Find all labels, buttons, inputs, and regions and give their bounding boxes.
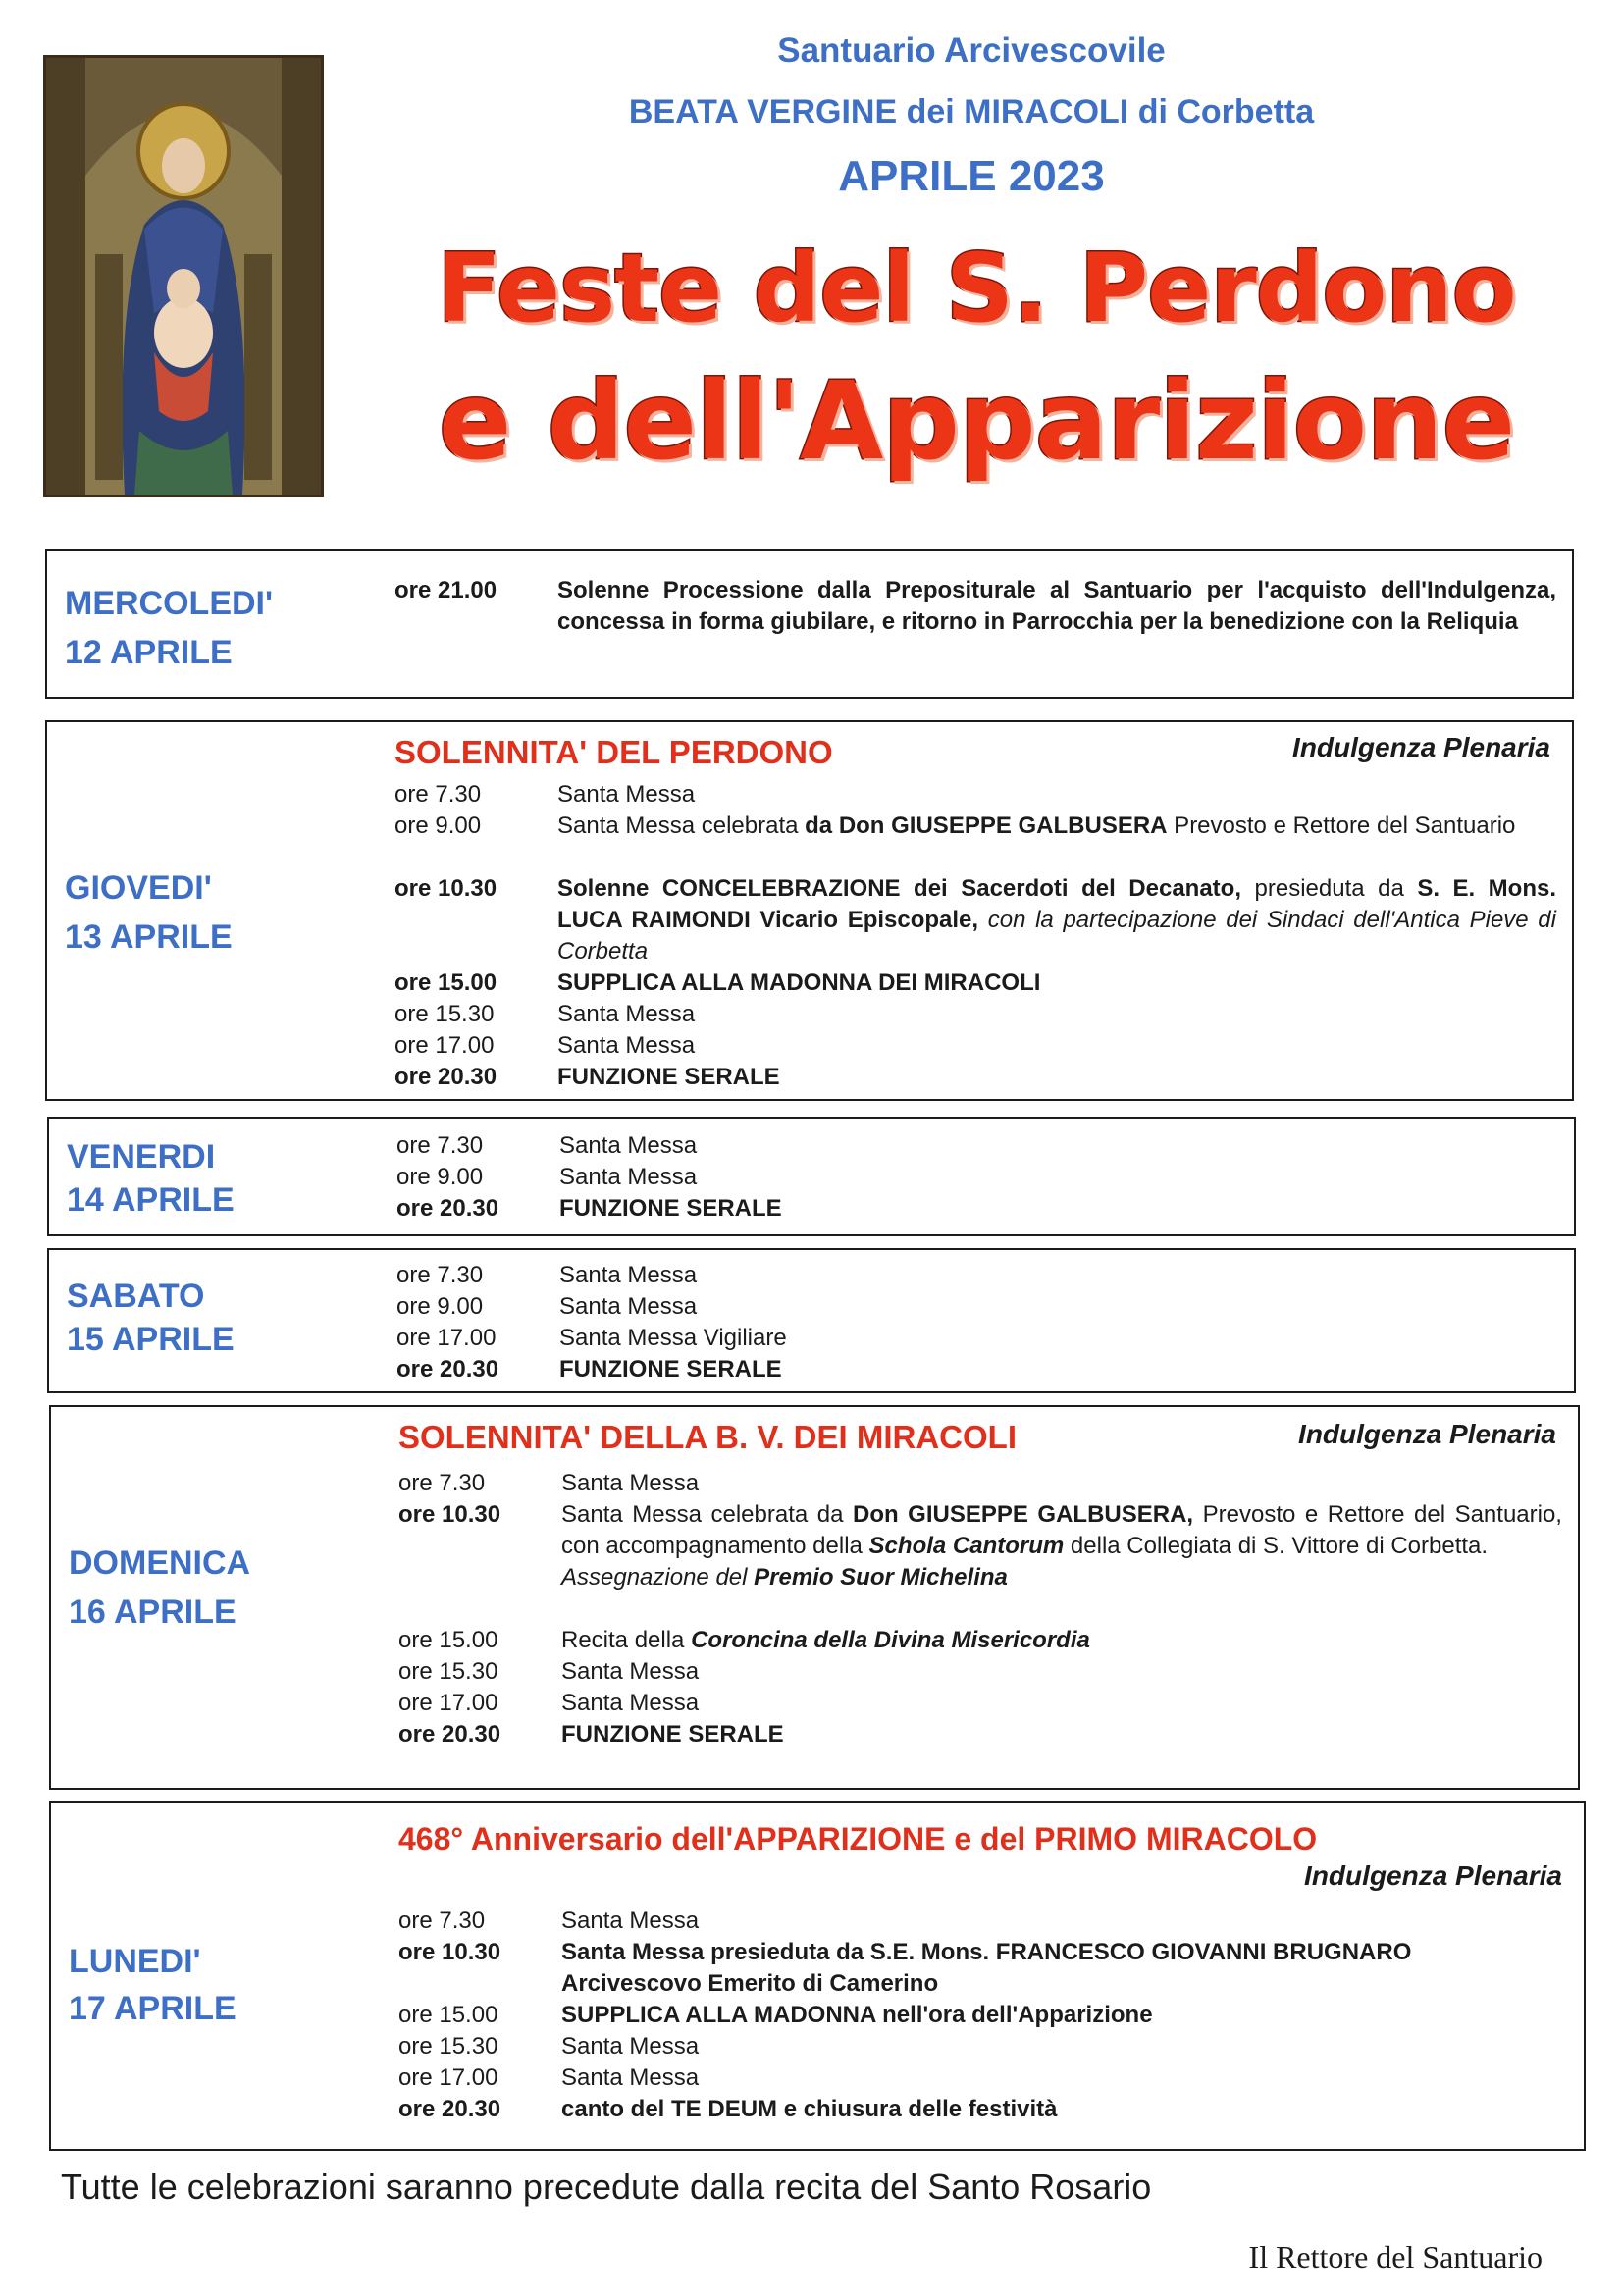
row-description: SUPPLICA ALLA MADONNA DEI MIRACOLI <box>557 969 1041 996</box>
section-title: SOLENNITA' DEL PERDONO <box>394 734 833 770</box>
day-date: 16 APRILE <box>69 1593 236 1631</box>
text-part: Assegnazione del <box>561 1564 755 1591</box>
row-description: SUPPLICA ALLA MADONNA nell'ora dell'Apparizione <box>561 2002 1153 2028</box>
page-header <box>0 0 1623 510</box>
row-time: ore 7.30 <box>396 1132 484 1159</box>
text-part: presieduta da <box>1241 875 1418 902</box>
rector-signature: Il Rettore del Santuario <box>1248 2239 1543 2274</box>
row-description <box>557 873 1556 967</box>
row-time: ore 17.00 <box>396 1325 497 1351</box>
award-name: Premio Suor Michelina <box>754 1564 1008 1591</box>
row-description: Santa Messa <box>557 1032 696 1059</box>
row-description: Santa Messa <box>559 1132 698 1159</box>
row-description: Solenne Processione dalla Prepositurale al Santuario per l'acquisto dell'Indulgenza, concessa in forma giubilare, e ritorno in Parrocchia per la benedizione con la Reliquia <box>557 577 1556 635</box>
row-description: canto del TE DEUM e chiusura delle festività <box>561 2096 1058 2122</box>
row-time: ore 15.30 <box>398 2033 498 2060</box>
row-description: Santa Messa <box>561 2064 700 2091</box>
day-date: 12 APRILE <box>65 634 233 671</box>
row-time: ore 10.30 <box>398 1501 501 1528</box>
day-date: 17 APRILE <box>69 1990 236 2027</box>
row-description: Santa Messa <box>561 2033 700 2060</box>
row-time: ore 7.30 <box>396 1262 484 1288</box>
row-description <box>561 1625 1562 1656</box>
row-time: ore 15.00 <box>394 969 497 996</box>
main-title-line-1: Feste del S. Perdono <box>437 234 1516 343</box>
row-description: FUNZIONE SERALE <box>557 1064 780 1090</box>
row-description: Santa Messa <box>561 1690 700 1716</box>
row-description: Santa Messa <box>561 1907 700 1934</box>
row-time: ore 15.00 <box>398 1627 498 1653</box>
text-part: Prevosto e Rettore del Santuario, con accompagnamento della <box>561 1501 1562 1559</box>
row-description: Santa Messa Vigiliare <box>559 1325 787 1351</box>
day-name: GIOVEDI' <box>65 869 212 907</box>
day-name: DOMENICA <box>69 1544 251 1582</box>
text-part: Solenne CONCELEBRAZIONE dei Sacerdoti del Decanato, <box>557 875 1241 902</box>
day-box-sunday <box>49 1405 1580 1790</box>
celebrant-name: da Don GIUSEPPE GALBUSERA <box>805 812 1168 839</box>
indulgence-label: Indulgenza Plenaria <box>1298 1419 1556 1449</box>
text-part: Santa Messa celebrata <box>557 812 806 839</box>
row-description: Santa Messa <box>557 781 696 808</box>
row-description: Santa Messa <box>559 1164 698 1190</box>
day-name: VENERDI <box>67 1138 216 1175</box>
row-time: ore 20.30 <box>396 1356 499 1383</box>
row-time: ore 9.00 <box>396 1293 484 1320</box>
rosary-note: Tutte le celebrazioni saranno precedute dalla recita del Santo Rosario <box>61 2166 1152 2207</box>
row-time: ore 20.30 <box>396 1195 499 1222</box>
row-description: FUNZIONE SERALE <box>559 1356 782 1383</box>
row-description: FUNZIONE SERALE <box>559 1195 782 1222</box>
row-description: Santa Messa <box>561 1658 700 1685</box>
day-box-wednesday <box>45 549 1574 699</box>
row-description: Santa Messa <box>557 1001 696 1027</box>
day-name: SABATO <box>67 1278 205 1315</box>
row-time: ore 20.30 <box>394 1064 497 1090</box>
row-description <box>561 1499 1562 1593</box>
text-part: Recita della <box>561 1627 692 1653</box>
row-time: ore 10.30 <box>398 1939 501 1965</box>
row-description: FUNZIONE SERALE <box>561 1721 784 1748</box>
sanctuary-subtitle: BEATA VERGINE dei MIRACOLI di Corbetta <box>628 93 1315 130</box>
celebrant-name: S. E. Mons. LUCA RAIMONDI Vicario Episcopale, <box>557 875 1557 933</box>
row-time: ore 15.30 <box>394 1001 495 1027</box>
section-title: 468° Anniversario dell'APPARIZIONE e del PRIMO MIRACOLO <box>398 1821 1318 1856</box>
row-time: ore 17.00 <box>394 1032 495 1059</box>
row-description: Santa Messa presieduta da S.E. Mons. FRANCESCO GIOVANNI BRUGNARO <box>561 1939 1412 1965</box>
day-box-monday <box>49 1801 1586 2151</box>
text-part: della Collegiata di S. Vittore di Corbetta. <box>1064 1533 1489 1559</box>
choir-name: Schola Cantorum <box>868 1533 1065 1559</box>
row-description: Santa Messa <box>561 1470 700 1496</box>
row-time: ore 20.30 <box>398 2096 501 2122</box>
row-time: ore 7.30 <box>394 781 482 808</box>
text-part: Santa Messa celebrata da <box>561 1501 853 1528</box>
row-time: ore 21.00 <box>394 577 497 603</box>
main-title-line-2: e dell'Apparizione <box>438 358 1515 484</box>
row-description: Santa Messa <box>559 1262 698 1288</box>
sanctuary-name: Santuario Arcivescovile <box>777 31 1166 70</box>
day-name: LUNEDI' <box>69 1943 201 1980</box>
indulgence-label: Indulgenza Plenaria <box>1292 732 1550 762</box>
row-time: ore 15.30 <box>398 1658 498 1685</box>
row-time: ore 9.00 <box>396 1164 484 1190</box>
celebrant-name: Don GIUSEPPE GALBUSERA, <box>852 1501 1194 1528</box>
row-time: ore 17.00 <box>398 1690 498 1716</box>
row-time: ore 20.30 <box>398 1721 501 1748</box>
day-date: 13 APRILE <box>65 918 233 956</box>
text-part: Prevosto e Rettore del Santuario <box>1167 812 1516 839</box>
row-time: ore 7.30 <box>398 1907 486 1934</box>
row-description: Santa Messa <box>559 1293 698 1320</box>
section-title: SOLENNITA' DELLA B. V. DEI MIRACOLI <box>398 1419 1017 1455</box>
row-time: ore 9.00 <box>394 812 482 839</box>
day-box-thursday <box>45 720 1574 1101</box>
day-date: 14 APRILE <box>67 1181 235 1219</box>
row-description <box>557 810 1556 842</box>
row-time: ore 15.00 <box>398 2002 498 2028</box>
day-box-saturday <box>47 1248 1576 1393</box>
indulgence-label: Indulgenza Plenaria <box>1304 1860 1562 1891</box>
day-date: 15 APRILE <box>67 1321 235 1358</box>
row-time: ore 7.30 <box>398 1470 486 1496</box>
text-part: con la partecipazione dei Sindaci dell'Antica Pieve di Corbetta <box>557 907 1556 965</box>
row-time: ore 10.30 <box>394 875 497 902</box>
row-description-continued: Arcivescovo Emerito di Camerino <box>561 1970 939 1997</box>
day-box-friday <box>47 1117 1576 1236</box>
madonna-icon-painting <box>43 55 324 497</box>
month-year: APRILE 2023 <box>838 152 1105 200</box>
row-time: ore 17.00 <box>398 2064 498 2091</box>
prayer-name: Coroncina della Divina Misericordia <box>691 1627 1090 1653</box>
day-name: MERCOLEDI' <box>65 585 274 622</box>
